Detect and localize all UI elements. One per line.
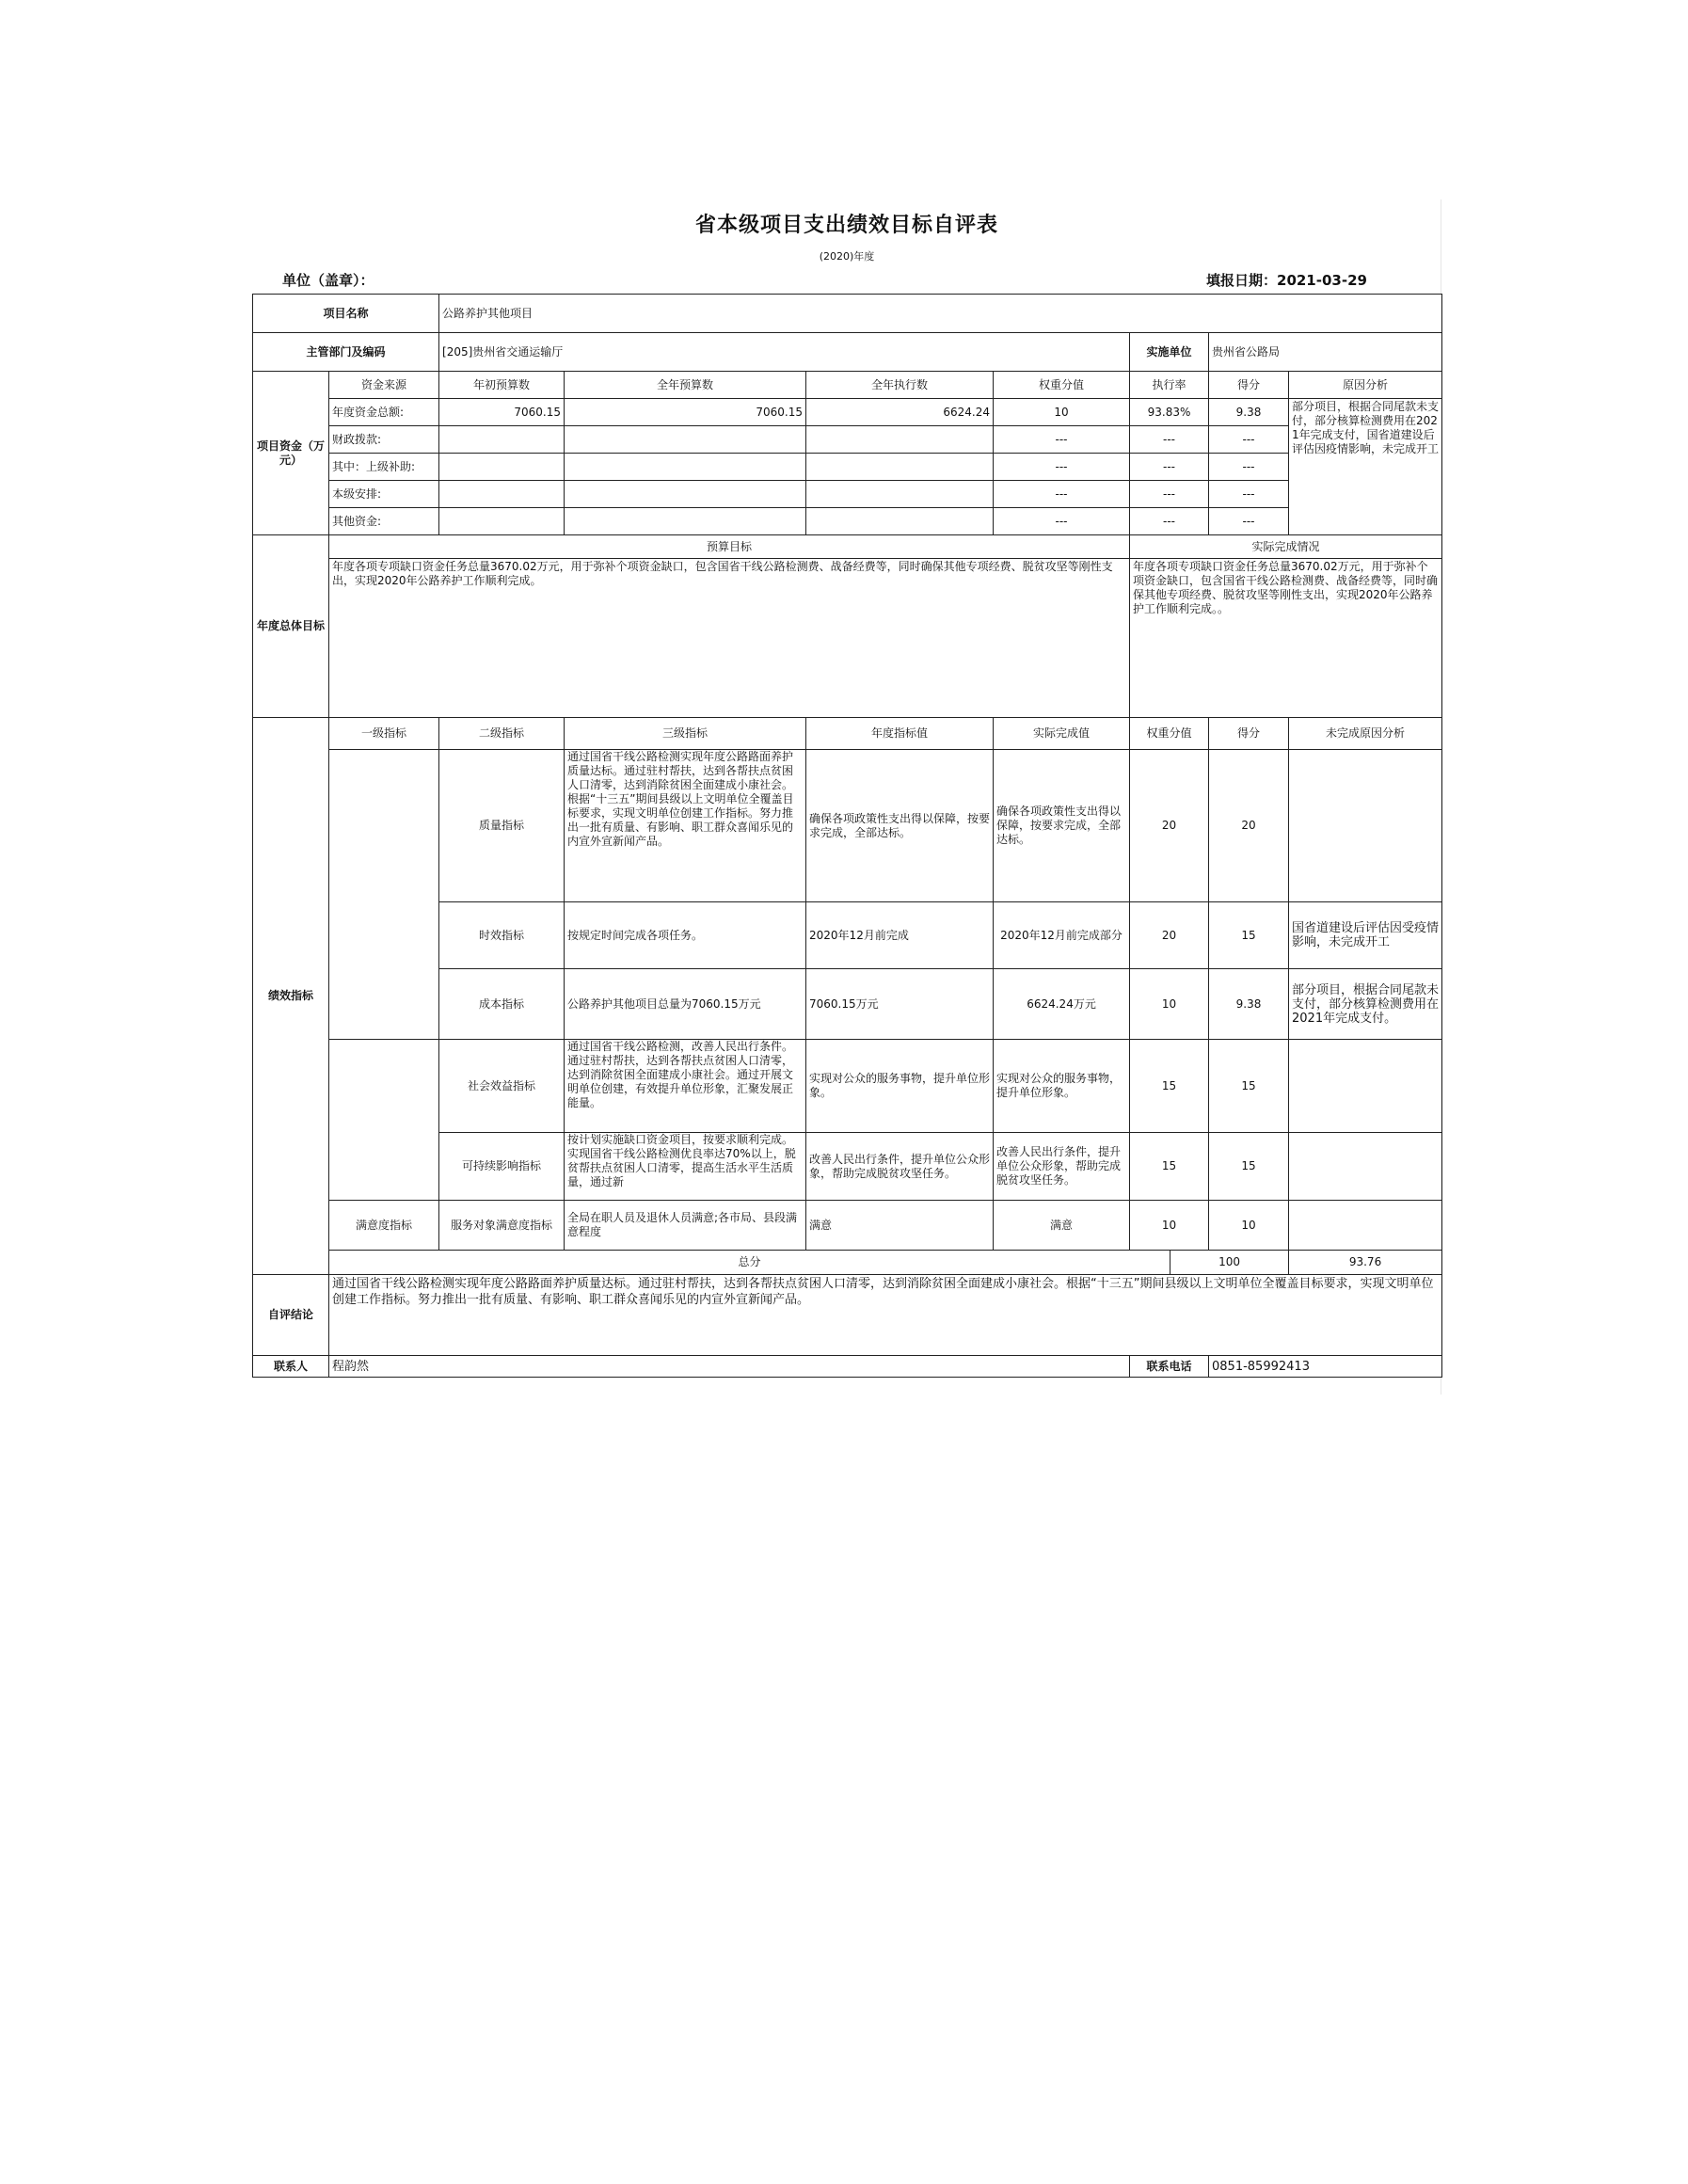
perf-l3 [565, 1040, 806, 1133]
funds-executed [806, 426, 994, 454]
funds-row [253, 454, 1442, 481]
perf-weight: 10 [1130, 969, 1209, 1040]
perf-header-l1: 一级指标 [329, 718, 439, 750]
perf-row [253, 1201, 1442, 1251]
funds-executed [806, 454, 994, 481]
funds-header-initial: 年初预算数 [439, 372, 565, 399]
total-score: 93.76 [1289, 1251, 1442, 1275]
funds-row [253, 426, 1442, 454]
funds-source: 其他资金: [329, 508, 439, 535]
perf-target: 7060.15万元 [806, 969, 994, 1040]
funds-initial: 7060.15 [439, 399, 565, 426]
perf-weight: 20 [1130, 750, 1209, 902]
funds-weight: 10 [994, 399, 1130, 426]
performance-label: 绩效指标 [253, 718, 329, 1275]
funds-rate: 93.83% [1130, 399, 1209, 426]
funds-rate: --- [1130, 426, 1209, 454]
funds-header-source: 资金来源 [329, 372, 439, 399]
contact-person: 程韵然 [329, 1356, 1130, 1378]
perf-score: 15 [1209, 1040, 1289, 1133]
funds-score: --- [1209, 426, 1289, 454]
perf-l2: 成本指标 [439, 969, 565, 1040]
perf-reason [1289, 1133, 1442, 1201]
funds-annual: 7060.15 [565, 399, 806, 426]
funds-annual [565, 508, 806, 535]
conclusion-text: 通过国省干线公路检测实现年度公路路面养护质量达标。通过驻村帮扶，达到各帮扶点贫困人口清零，达到消除贫困全面建成小康社会。根据“十三五”期间县级以上文明单位全覆盖目标要求，实现文明单位创建工作指标。努力推出一批有质量、有影响、职工群众喜闻乐见的内宣外宣新闻产品。 [329, 1275, 1442, 1356]
funds-executed: 6624.24 [806, 399, 994, 426]
perf-score: 15 [1209, 1133, 1289, 1201]
funds-weight: --- [994, 454, 1130, 481]
perf-l2: 社会效益指标 [439, 1040, 565, 1133]
funds-source: 本级安排: [329, 481, 439, 508]
perf-target: 改善人民出行条件，提升单位公众形象，帮助完成脱贫攻坚任务。 [806, 1133, 994, 1201]
funds-rate: --- [1130, 454, 1209, 481]
funds-rate: --- [1130, 508, 1209, 535]
funds-initial [439, 508, 565, 535]
impl-value: 贵州省公路局 [1209, 333, 1442, 372]
perf-weight: 15 [1130, 1133, 1209, 1201]
contact-phone: 0851-85992413 [1209, 1356, 1442, 1378]
funds-initial [439, 454, 565, 481]
funds-annual [565, 481, 806, 508]
perf-actual: 改善人民出行条件，提升单位公众形象，帮助完成脱贫攻坚任务。 [994, 1133, 1130, 1201]
funds-weight: --- [994, 508, 1130, 535]
perf-l3-text: 按计划实施缺口资金项目，按要求顺利完成。实现国省干线公路检测优良率达70%以上，脱贫帮扶点贫困人口清零，提高生活水平生活质量，通过新 [567, 1133, 796, 1188]
performance-header-row [253, 718, 1442, 750]
perf-l3: 按规定时间完成各项任务。 [565, 902, 806, 969]
perf-row [253, 750, 1442, 902]
perf-l3 [565, 750, 806, 902]
total-weight: 100 [1170, 1251, 1289, 1275]
dept-label: 主管部门及编码 [253, 333, 439, 372]
perf-l3: 公路养护其他项目总量为7060.15万元 [565, 969, 806, 1040]
perf-actual: 2020年12月前完成部分 [994, 902, 1130, 969]
contact-person-label: 联系人 [253, 1356, 329, 1378]
annual-goal-row [253, 559, 1442, 718]
perf-l2: 质量指标 [439, 750, 565, 902]
perf-target: 确保各项政策性支出得以保障，按要求完成，全部达标。 [806, 750, 994, 902]
funds-executed [806, 508, 994, 535]
perf-weight: 10 [1130, 1201, 1209, 1251]
funds-row [253, 508, 1442, 535]
contact-phone-label: 联系电话 [1130, 1356, 1209, 1378]
unit-label: 单位（盖章）： [282, 272, 374, 289]
perf-l1-effect [329, 1040, 439, 1201]
fill-date: 填报日期：2021-03-29 [1206, 272, 1367, 289]
perf-reason [1289, 1040, 1442, 1133]
perf-reason: 国省道建设后评估因受疫情影响，未完成开工 [1289, 902, 1442, 969]
funds-header-score: 得分 [1209, 372, 1289, 399]
funds-row [253, 481, 1442, 508]
conclusion-row [253, 1275, 1442, 1356]
perf-l1-output [329, 750, 439, 1040]
contact-row [253, 1356, 1442, 1378]
perf-header-score: 得分 [1209, 718, 1289, 750]
conclusion-label: 自评结论 [253, 1275, 329, 1356]
perf-l3-text: 通过国省干线公路检测，改善人民出行条件。通过驻村帮扶，达到各帮扶点贫困人口清零，达到消除贫困全面建成小康社会。通过开展文明单位创建，有效提升单位形象，汇聚发展正能量。 [567, 1040, 794, 1109]
perf-weight: 15 [1130, 1040, 1209, 1133]
perf-score: 10 [1209, 1201, 1289, 1251]
dept-row [253, 333, 1442, 372]
form-year: (2020)年度 [819, 250, 875, 263]
perf-header-weight: 权重分值 [1130, 718, 1209, 750]
perf-l3: 全局在职人员及退休人员满意;各市局、县段满意程度 [565, 1201, 806, 1251]
funds-header-weight: 权重分值 [994, 372, 1130, 399]
perf-header-l3: 三级指标 [565, 718, 806, 750]
funds-header-row [253, 372, 1442, 399]
perf-reason: 部分项目，根据合同尾款未支付，部分核算检测费用在2021年完成支付。 [1289, 969, 1442, 1040]
perf-actual: 满意 [994, 1201, 1130, 1251]
perf-reason [1289, 750, 1442, 902]
perf-score: 20 [1209, 750, 1289, 902]
funds-source: 其中：上级补助: [329, 454, 439, 481]
funds-initial [439, 426, 565, 454]
perf-header-l2: 二级指标 [439, 718, 565, 750]
perf-actual: 实现对公众的服务事物，提升单位形象。 [994, 1040, 1130, 1133]
perf-target: 2020年12月前完成 [806, 902, 994, 969]
project-name-row [253, 295, 1442, 333]
project-name-label: 项目名称 [253, 295, 439, 333]
form-title: 省本级项目支出绩效目标自评表 [694, 214, 998, 237]
perf-header-target: 年度指标值 [806, 718, 994, 750]
perf-actual: 6624.24万元 [994, 969, 1130, 1040]
funds-reason: 部分项目，根据合同尾款未支付，部分核算检测费用在2021年完成支付，国省道建设后评估因疫情影响，未完成开工 [1289, 399, 1442, 535]
funds-annual [565, 454, 806, 481]
perf-l2: 可持续影响指标 [439, 1133, 565, 1201]
perf-l2: 服务对象满意度指标 [439, 1201, 565, 1251]
annual-goal-header-row [253, 535, 1442, 559]
perf-row [253, 1040, 1442, 1133]
project-name: 公路养护其他项目 [439, 295, 1442, 333]
funds-executed [806, 481, 994, 508]
annual-goal-label: 年度总体目标 [253, 535, 329, 718]
funds-score: --- [1209, 454, 1289, 481]
actual-goal-text: 年度各项专项缺口资金任务总量3670.02万元，用于弥补个项资金缺口，包含国省干线公路检测费、战备经费等，同时确保其他专项经费、脱贫攻坚等刚性支出，实现2020年公路养护工作顺利完成。。 [1130, 559, 1442, 718]
impl-label: 实施单位 [1130, 333, 1209, 372]
perf-header-reason: 未完成原因分析 [1289, 718, 1442, 750]
perf-l3-text: 通过国省干线公路检测实现年度公路路面养护质量达标。通过驻村帮扶，达到各帮扶点贫困人口清零，达到消除贫困全面建成小康社会。根据“十三五”期间县级以上文明单位全覆盖目标要求，实现文明单位创建工作指标。努力推出一批有质量、有影响、职工群众喜闻乐见的内宣外宣新闻产品。 [567, 750, 794, 848]
perf-l1: 满意度指标 [329, 1201, 439, 1251]
funds-rate: --- [1130, 481, 1209, 508]
perf-target: 实现对公众的服务事物，提升单位形象。 [806, 1040, 994, 1133]
funds-header-executed: 全年执行数 [806, 372, 994, 399]
funds-row [253, 399, 1442, 426]
evaluation-table [252, 294, 1442, 1378]
total-label: 总分 [329, 1251, 1170, 1275]
funds-source: 财政拨款: [329, 426, 439, 454]
budget-goal-text: 年度各项专项缺口资金任务总量3670.02万元，用于弥补个项资金缺口，包含国省干线公路检测费、战备经费等，同时确保其他专项经费、脱贫攻坚等刚性支出，实现2020年公路养护工作顺利完成。 [329, 559, 1130, 718]
perf-score: 9.38 [1209, 969, 1289, 1040]
funds-weight: --- [994, 481, 1130, 508]
perf-target: 满意 [806, 1201, 994, 1251]
funds-annual [565, 426, 806, 454]
funds-header-annual: 全年预算数 [565, 372, 806, 399]
perf-score: 15 [1209, 902, 1289, 969]
actual-goal-header: 实际完成情况 [1130, 535, 1442, 559]
perf-actual: 确保各项政策性支出得以保障，按要求完成，全部达标。 [994, 750, 1130, 902]
dept-value: [205]贵州省交通运输厅 [439, 333, 1130, 372]
perf-weight: 20 [1130, 902, 1209, 969]
funds-initial [439, 481, 565, 508]
budget-goal-header: 预算目标 [329, 535, 1130, 559]
funds-score: --- [1209, 481, 1289, 508]
funds-label: 项目资金（万元） [253, 372, 329, 535]
funds-source: 年度资金总额: [329, 399, 439, 426]
funds-header-reason: 原因分析 [1289, 372, 1442, 399]
perf-l3 [565, 1133, 806, 1201]
perf-l2: 时效指标 [439, 902, 565, 969]
funds-score: 9.38 [1209, 399, 1289, 426]
perf-header-actual: 实际完成值 [994, 718, 1130, 750]
funds-weight: --- [994, 426, 1130, 454]
funds-header-rate: 执行率 [1130, 372, 1209, 399]
perf-reason [1289, 1201, 1442, 1251]
total-row [253, 1251, 1442, 1275]
funds-score: --- [1209, 508, 1289, 535]
